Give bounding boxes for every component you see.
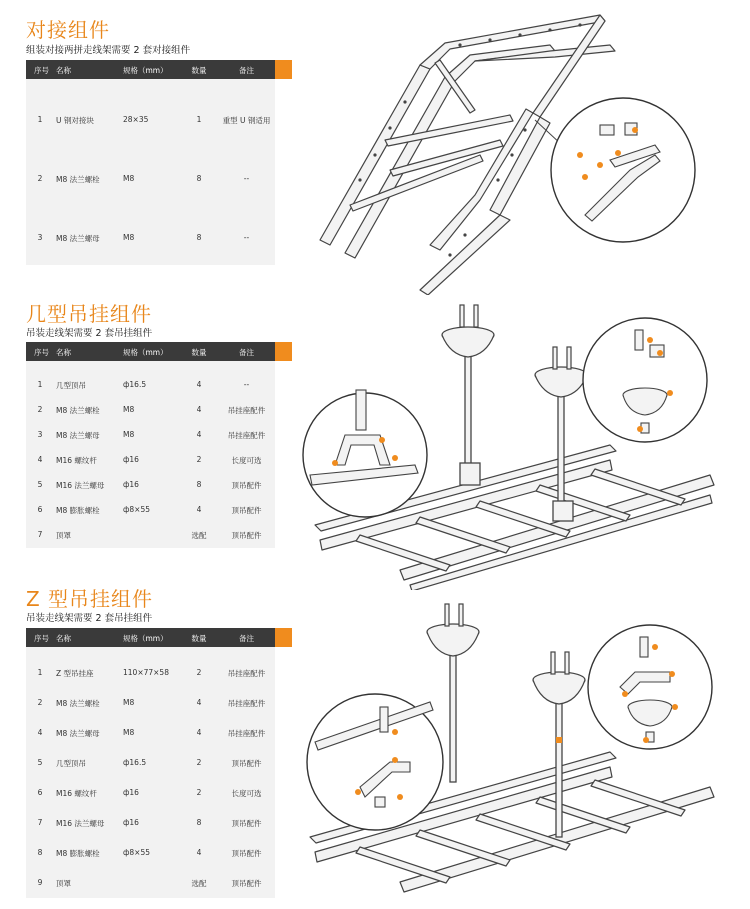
row-no: 4 xyxy=(37,728,43,737)
row-qty: 4 xyxy=(196,848,202,857)
row-name: M8 法兰螺母 xyxy=(56,234,100,243)
table-accent-tab xyxy=(275,342,292,361)
col-no-header: 序号 xyxy=(34,66,49,75)
row-qty: 1 xyxy=(196,115,202,124)
row-no: 3 xyxy=(37,430,43,439)
row-note: 顶吊配件 xyxy=(231,506,262,515)
row-spec: M8 xyxy=(123,430,135,439)
section-title-docking: 对接组件 xyxy=(26,18,110,42)
col-qty-header: 数量 xyxy=(191,66,207,75)
row-qty: 2 xyxy=(196,758,202,767)
row-note: 顶吊配件 xyxy=(231,531,262,540)
row-note: 吊挂座配件 xyxy=(227,729,266,738)
col-qty-header: 数量 xyxy=(191,634,207,643)
row-note: 顶吊配件 xyxy=(231,759,262,768)
row-qty: 4 xyxy=(196,505,202,514)
row-no: 6 xyxy=(37,505,43,514)
row-no: 2 xyxy=(37,698,43,707)
table-header xyxy=(26,342,275,361)
row-note: 顶吊配件 xyxy=(231,849,262,858)
docking-assembly-illustration xyxy=(300,5,750,295)
row-note: 顶吊配件 xyxy=(231,819,262,828)
section-title-omega-hanger: 几型吊挂组件 xyxy=(26,302,152,326)
row-spec: ф8×55 xyxy=(123,848,151,857)
row-name: M8 法兰螺母 xyxy=(56,431,100,440)
row-no: 7 xyxy=(37,818,43,827)
row-note: 吊挂座配件 xyxy=(227,699,266,708)
row-note: -- xyxy=(243,233,250,242)
col-name-header: 名称 xyxy=(56,348,71,357)
col-qty-header: 数量 xyxy=(191,348,207,357)
row-name: M8 法兰螺母 xyxy=(56,729,100,738)
row-spec: M8 xyxy=(123,233,135,242)
row-no: 1 xyxy=(37,380,43,389)
omega-hanger-illustration xyxy=(300,295,750,590)
row-no: 6 xyxy=(37,788,43,797)
row-note: 吊挂座配件 xyxy=(227,669,266,678)
row-name: M8 法兰螺栓 xyxy=(56,699,100,708)
row-no: 7 xyxy=(37,530,43,539)
row-spec: M8 xyxy=(123,728,135,737)
table-header xyxy=(26,60,275,79)
row-no: 4 xyxy=(37,455,43,464)
row-name: M8 法兰螺栓 xyxy=(56,406,100,415)
row-no: 2 xyxy=(37,405,43,414)
row-qty: 2 xyxy=(196,455,202,464)
row-qty: 2 xyxy=(196,668,202,677)
row-qty: 4 xyxy=(196,405,202,414)
row-name: M8 膨胀螺栓 xyxy=(56,506,100,515)
z-hanger-illustration xyxy=(300,592,750,902)
row-note: -- xyxy=(243,380,250,389)
row-no: 9 xyxy=(37,878,43,887)
table-accent-tab xyxy=(275,628,292,647)
row-note: 吊挂座配件 xyxy=(227,406,266,415)
row-no: 5 xyxy=(37,758,43,767)
row-qty: 2 xyxy=(196,788,202,797)
row-name: 几型顶吊 xyxy=(56,381,86,390)
col-spec-header: 规格（mm） xyxy=(123,66,168,75)
parts-table-docking xyxy=(26,60,275,265)
row-no: 1 xyxy=(37,115,43,124)
col-name-header: 名称 xyxy=(56,66,71,75)
row-name: M8 膨胀螺栓 xyxy=(56,849,100,858)
section-subtitle-z-hanger: 吊装走线架需要 2 套吊挂组件 xyxy=(26,613,153,624)
row-no: 2 xyxy=(37,174,43,183)
row-note: 重型 U 钢适用 xyxy=(222,116,271,125)
table-header xyxy=(26,628,275,647)
table-accent-tab xyxy=(275,60,292,79)
row-note: 吊挂座配件 xyxy=(227,431,266,440)
row-name: U 钢对接块 xyxy=(56,116,94,125)
parts-table-omega-hanger xyxy=(26,342,275,548)
col-no-header: 序号 xyxy=(34,634,49,643)
section-title-z-hanger: Z 型吊挂组件 xyxy=(26,587,154,611)
row-spec: M8 xyxy=(123,174,135,183)
row-qty: 8 xyxy=(196,818,202,827)
row-name: M16 螺纹杆 xyxy=(56,456,97,465)
row-name: Z 型吊挂座 xyxy=(56,669,94,678)
col-note-header: 备注 xyxy=(239,634,254,643)
row-name: M16 法兰螺母 xyxy=(56,481,105,490)
col-note-header: 备注 xyxy=(239,66,254,75)
col-spec-header: 规格（mm） xyxy=(123,634,168,643)
row-qty: 8 xyxy=(196,480,202,489)
row-qty: 4 xyxy=(196,698,202,707)
row-qty: 4 xyxy=(196,380,202,389)
row-spec: ф16.5 xyxy=(123,758,147,767)
row-spec: ф16 xyxy=(123,480,139,489)
col-no-header: 序号 xyxy=(34,348,49,357)
row-qty: 8 xyxy=(196,233,202,242)
row-no: 1 xyxy=(37,668,43,677)
row-spec: 28×35 xyxy=(123,115,149,124)
parts-table-z-hanger xyxy=(26,628,275,898)
col-note-header: 备注 xyxy=(239,348,254,357)
col-spec-header: 规格（mm） xyxy=(123,348,168,357)
row-spec: ф16.5 xyxy=(123,380,147,389)
section-subtitle-docking: 组装对接两拼走线架需要 2 套对接组件 xyxy=(26,45,191,56)
row-note: 长度可选 xyxy=(231,456,262,465)
row-spec: M8 xyxy=(123,698,135,707)
row-no: 8 xyxy=(37,848,43,857)
row-note: 长度可选 xyxy=(231,789,262,798)
row-name: M16 螺纹杆 xyxy=(56,789,97,798)
col-name-header: 名称 xyxy=(56,634,71,643)
row-spec: ф16 xyxy=(123,818,139,827)
row-qty: 4 xyxy=(196,728,202,737)
row-no: 5 xyxy=(37,480,43,489)
row-spec: M8 xyxy=(123,405,135,414)
row-name: 顶罩 xyxy=(56,879,71,888)
row-name: 几型顶吊 xyxy=(56,759,86,768)
row-qty: 选配 xyxy=(191,531,207,540)
row-spec: ф16 xyxy=(123,788,139,797)
row-no: 3 xyxy=(37,233,43,242)
row-note: 顶吊配件 xyxy=(231,481,262,490)
row-note: -- xyxy=(243,174,250,183)
row-spec: 110×77×58 xyxy=(123,668,169,677)
row-spec: ф8×55 xyxy=(123,505,151,514)
section-subtitle-omega-hanger: 吊装走线架需要 2 套吊挂组件 xyxy=(26,328,153,339)
row-qty: 8 xyxy=(196,174,202,183)
row-name: M16 法兰螺母 xyxy=(56,819,105,828)
row-name: 顶罩 xyxy=(56,531,71,540)
row-name: M8 法兰螺栓 xyxy=(56,175,100,184)
row-qty: 4 xyxy=(196,430,202,439)
row-spec: ф16 xyxy=(123,455,139,464)
row-note: 顶吊配件 xyxy=(231,879,262,888)
row-qty: 选配 xyxy=(191,879,207,888)
